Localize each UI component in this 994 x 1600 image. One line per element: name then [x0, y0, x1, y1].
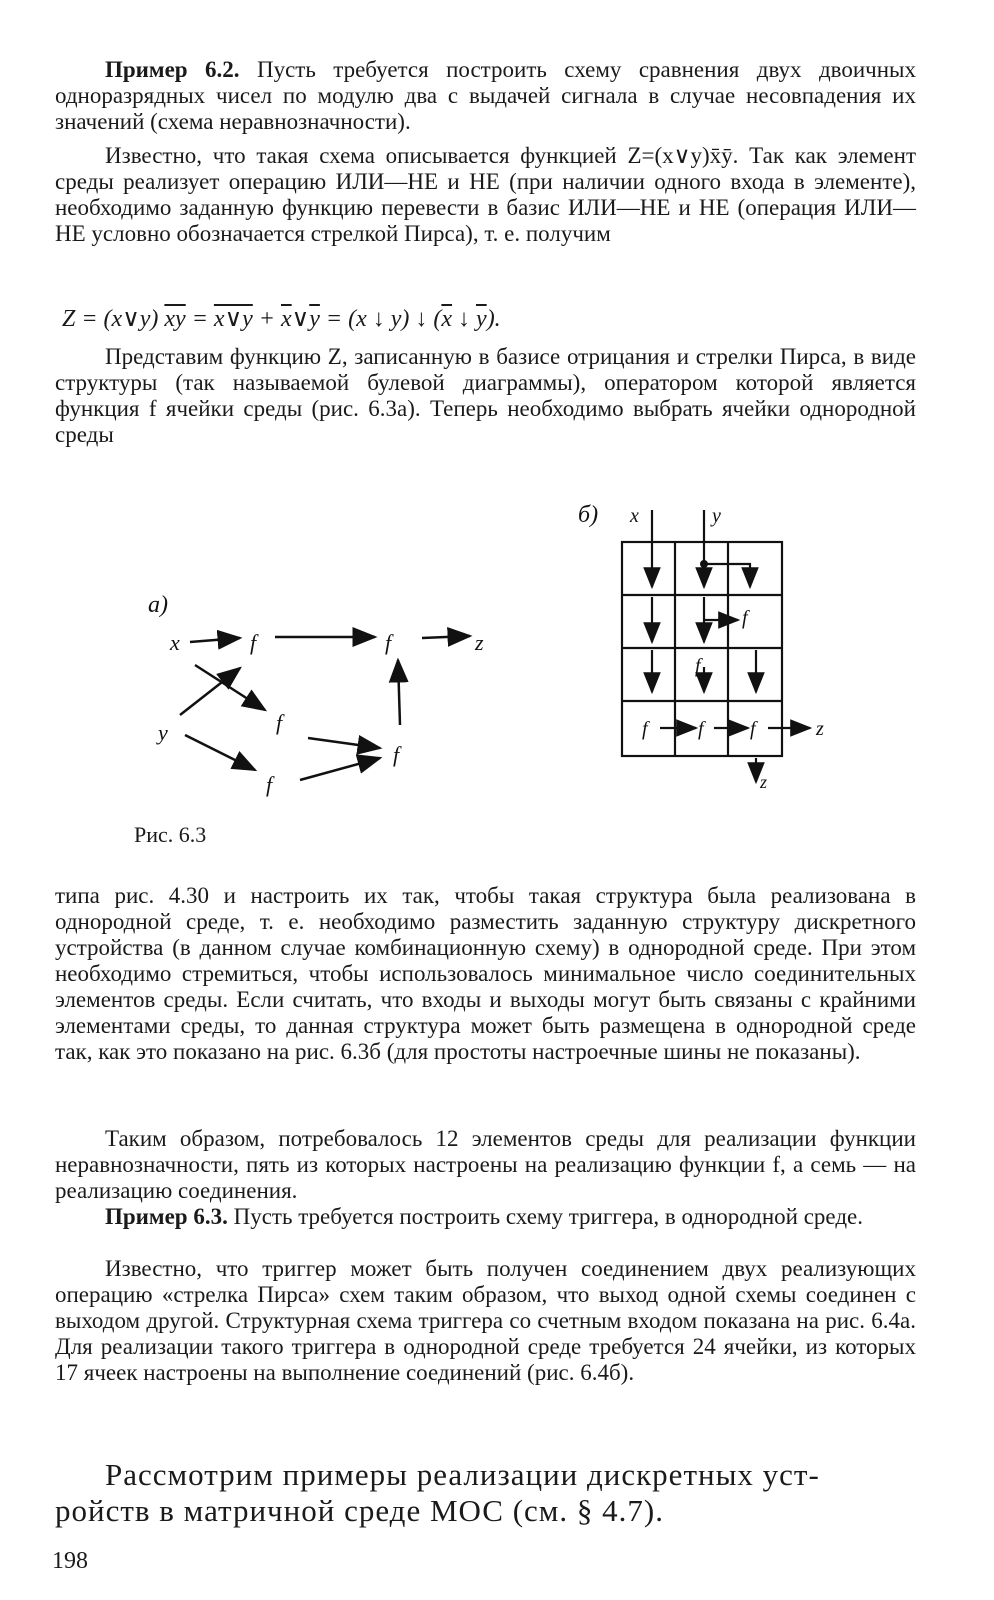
edge-x-f1	[190, 638, 240, 642]
formula-part: x∨y	[213, 306, 253, 332]
formula-part: ).	[486, 306, 501, 332]
formula-part: +	[252, 306, 281, 332]
grid-f-r2: f	[742, 607, 748, 629]
example-6-2-paragraph	[55, 57, 916, 135]
grid-f-r4c3: f	[750, 718, 756, 740]
grid-output-z2: z	[760, 772, 768, 792]
formula-part: ↓	[452, 306, 477, 332]
node-f4: f	[393, 742, 400, 767]
node-f2: f	[276, 710, 283, 735]
formula-part: $\overline{x}$	[281, 306, 292, 332]
edge-fout-z	[422, 636, 470, 638]
node-y: y	[158, 720, 168, 745]
grid-f-r3: f	[695, 655, 701, 677]
example-6-3-label: Пример 6.3.	[105, 1204, 228, 1229]
closing-line-2: ройств в матричной среде МОС (см. § 4.7).	[55, 1493, 664, 1528]
node-x: x	[170, 630, 180, 655]
type-paragraph: типа рис. 4.30 и настроить их так, чтобы такая структура была реализована в однородной среде, т. е. необходимо разместить заданную структуру дискретного устройства (в данном случае комбинационную схему) в однородной среде. При этом необходимо стремиться, чтобы использовалось минимальное число соединительных элементов среды. Если считать, что входы и выходы могут быть связаны с крайними элементами среды, то данная структура может быть размещена в однородной среде так, как это показано на рис. 6.3б (для простоты настроечные шины не показаны).	[55, 883, 916, 1064]
formula	[62, 305, 922, 333]
formula-part: $\overline{y}$	[476, 306, 487, 332]
edge-f4-fout	[398, 660, 400, 725]
formula-part: Z = (x∨y)	[62, 306, 165, 332]
formula-part: $\overline{xy}$	[164, 306, 186, 332]
grid-output-z: z	[816, 718, 824, 740]
known-function-paragraph: Известно, что такая схема описывается функцией Z=(x∨y)x̄ȳ. Так как элемент среды реализует операцию ИЛИ—НЕ и НЕ (при наличии одного входа в элементе), необходимо заданную функцию перевести в базис ИЛИ—НЕ и НЕ (операция ИЛИ—НЕ условно обозначается стрелкой Пирса), т. е. получим	[55, 143, 916, 246]
grid-f-r4c2: f	[698, 718, 704, 740]
grid-junction-dot	[700, 560, 708, 568]
example-6-2-text: Пусть требуется построить схему сравнения двух двоичных одноразрядных чисел по модулю два с выдачей сигнала в случае несовпадения их значений (схема неравнозначности).	[55, 57, 916, 134]
formula-part: $\overline{x}$	[441, 306, 453, 332]
represent-paragraph: Представим функцию Z, записанную в базисе отрицания и стрелки Пирса, в виде структуры (так называемой булевой диаграммы), оператором которой является функция f ячейки среды (рис. 6.3а). Теперь необходимо выбрать ячейки однородной среды	[55, 344, 916, 447]
node-f-out: f	[385, 630, 392, 655]
figure-caption: Рис. 6.3	[134, 822, 207, 847]
example-6-3-text: Пусть требуется построить схему триггера, в однородной среде.	[227, 1204, 863, 1229]
grid-input-x: x	[630, 505, 639, 527]
edge-f3-f4	[300, 758, 380, 780]
example-6-2-label: Пример 6.2.	[105, 57, 240, 82]
edge-x-f2	[195, 665, 265, 710]
figure-6-3b-grid	[570, 492, 870, 802]
grid-f-r4c1: f	[642, 718, 648, 740]
node-z: z	[475, 630, 484, 655]
formula-part: ∨	[291, 306, 310, 332]
trigger-paragraph: Известно, что триггер может быть получен соединением двух реализующих операцию «стрелка Пирса» схем таким образом, что выход одной схемы соединен с выходом другой. Структурная схема триггера со счетным входом показана на рис. 6.4а. Для реализации такого триггера в однородной среде требуется 24 ячейки, из которых 17 ячеек настроены на выполнение соединений (рис. 6.4б).	[55, 1256, 916, 1385]
figure-a-label: а)	[148, 592, 168, 618]
node-f1: f	[250, 630, 257, 655]
node-f3: f	[266, 772, 273, 797]
example-6-3-paragraph	[55, 1204, 916, 1230]
edge-y-f3	[185, 735, 255, 770]
figure-6-3a-diagram	[130, 580, 510, 810]
formula-part: =	[185, 306, 214, 332]
edge-f2-f4	[308, 738, 380, 748]
page-number: 198	[52, 1548, 88, 1574]
formula-part: = (x ↓ y) ↓ (	[319, 306, 442, 332]
thus-paragraph: Таким образом, потребовалось 12 элементов среды для реализации функции неравнозначности, пять из которых настроены на реализацию функции f, а семь — на реализацию соединения.	[55, 1126, 916, 1203]
closing-line-1: Рассмотрим примеры реализации дискретных уст-	[105, 1457, 820, 1492]
figure-b-label: б)	[578, 502, 599, 528]
formula-part: $\overline{y}$	[309, 306, 320, 332]
grid-input-y: y	[712, 505, 721, 527]
